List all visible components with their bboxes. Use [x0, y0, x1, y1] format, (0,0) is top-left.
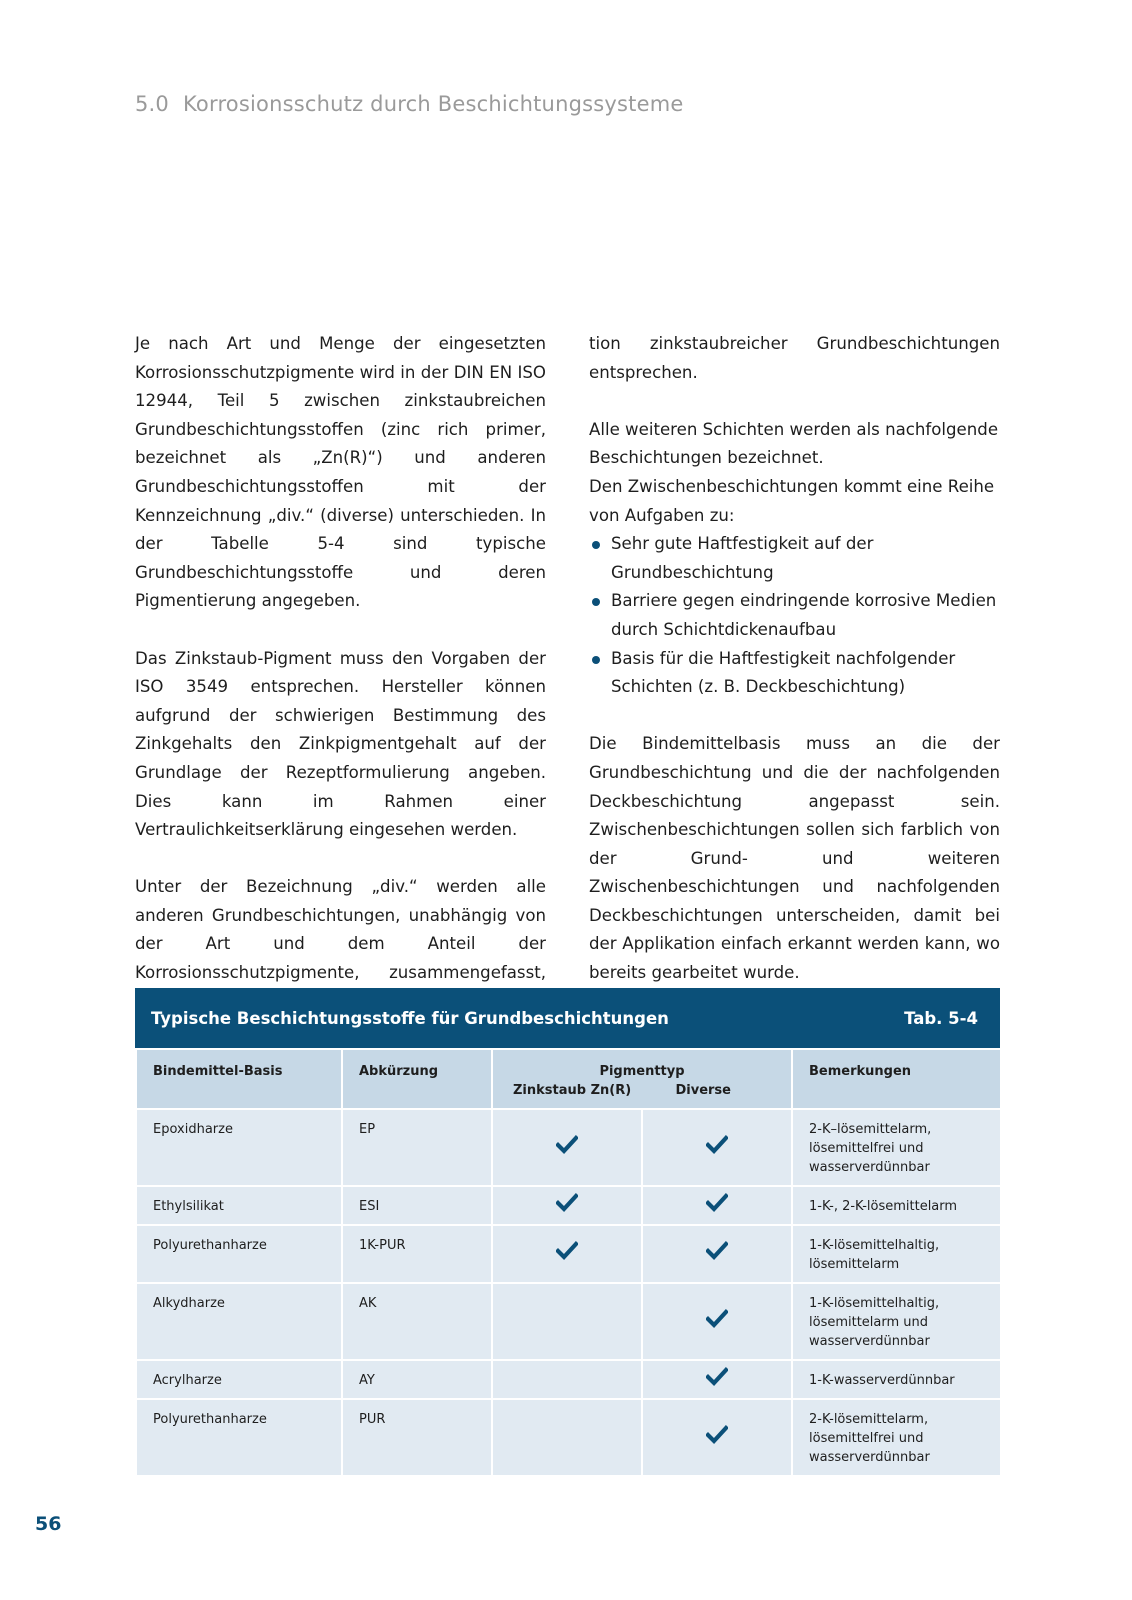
column-header-zinc: Zinkstaub Zn(R): [513, 1083, 632, 1098]
cell-diverse: [642, 1225, 792, 1283]
cell-abbr: AK: [342, 1283, 492, 1360]
table-title-bar: [135, 988, 1000, 1048]
cell-binder: Epoxidharze: [136, 1109, 342, 1186]
cell-binder: Acrylharze: [136, 1360, 342, 1399]
section-heading: [135, 92, 684, 116]
left-text-column: [135, 330, 546, 1045]
cell-diverse: [642, 1283, 792, 1360]
check-icon: [706, 1425, 728, 1445]
check-icon: [706, 1367, 728, 1387]
cell-diverse: [642, 1186, 792, 1225]
page-number: 56: [35, 1513, 62, 1535]
cell-abbr: AY: [342, 1360, 492, 1399]
table-row: [136, 1283, 1001, 1360]
table-title: Typische Beschichtungsstoffe für Grundbeschichtungen: [151, 1008, 669, 1028]
column-header-diverse: Diverse: [675, 1083, 731, 1098]
table-row: [136, 1225, 1001, 1283]
paragraph: Je nach Art und Menge der eingesetzten Korrosionsschutzpigmente wird in der DIN EN ISO 12944, Teil 5 zwischen zinkstaubreichen Grundbeschichtungsstoffen (zinc rich primer, bezeichnet als „Zn(R)“) und anderen Grundbeschichtungsstoffen mit der Kennzeichnung „div.“ (diverse) unterschieden. In der Tabelle 5-4 sind typische Grundbeschichtungsstoffe und deren Pigmentierung angegeben.: [135, 334, 546, 611]
cell-abbr: PUR: [342, 1399, 492, 1476]
cell-diverse: [642, 1109, 792, 1186]
paragraph: Den Zwischenbeschichtungen kommt eine Reihe von Aufgaben zu:: [589, 476, 995, 525]
cell-remarks: 1-K-lösemittelhaltig, lösemittelarm: [792, 1225, 1001, 1283]
check-icon: [556, 1193, 578, 1213]
table-row: [136, 1360, 1001, 1399]
cell-binder: Ethylsilikat: [136, 1186, 342, 1225]
cell-binder: Polyurethanharze: [136, 1225, 342, 1283]
cell-zinc: [492, 1225, 642, 1283]
cell-binder: Alkydharze: [136, 1283, 342, 1360]
cell-binder: Polyurethanharze: [136, 1399, 342, 1476]
pigment-type-label: Pigmenttyp: [599, 1064, 685, 1079]
check-icon: [706, 1193, 728, 1213]
cell-zinc: [492, 1399, 642, 1476]
cell-zinc: [492, 1109, 642, 1186]
bullet-list: [589, 530, 1000, 702]
check-icon: [706, 1135, 728, 1155]
bullet-item: Sehr gute Haftfestigkeit auf der Grundbeschichtung: [589, 530, 1000, 587]
paragraph: tion zinkstaubreicher Grundbeschichtungen entsprechen.: [589, 334, 1000, 382]
section-number: 5.0: [135, 92, 169, 116]
cell-remarks: 2-K-lösemittelarm, lösemittelfrei und wasserverdünnbar: [792, 1399, 1001, 1476]
paragraph: Die Bindemittelbasis muss an die der Grundbeschichtung und die der nachfolgenden Deckbeschichtung angepasst sein. Zwischenbeschichtungen sollen sich farblich von der Grund- und weiteren Zwischenbeschichtungen und nachfolgenden Deckbeschichtungen unterscheiden, damit bei der Applikation einfach erkannt werden kann, wo bereits gearbeitet wurde.: [589, 734, 1000, 983]
cell-remarks: 2-K–lösemittelarm, lösemittelfrei und wasserverdünnbar: [792, 1109, 1001, 1186]
check-icon: [706, 1241, 728, 1261]
paragraph: Alle weiteren Schichten werden als nachfolgende Beschichtungen bezeichnet.: [589, 419, 999, 468]
table-ref: Tab. 5-4: [904, 1008, 978, 1028]
check-icon: [706, 1309, 728, 1329]
bullet-item: Barriere gegen eindringende korrosive Medien durch Schichtdickenaufbau: [589, 587, 1000, 644]
column-header-abbr: Abkürzung: [342, 1049, 492, 1109]
data-table: [135, 1048, 1002, 1477]
column-header-pigment: [492, 1049, 792, 1109]
cell-zinc: [492, 1360, 642, 1399]
coating-table: [135, 988, 1000, 1477]
paragraph: Das Zinkstaub-Pigment muss den Vorgaben der ISO 3549 entsprechen. Hersteller können aufgrund der schwierigen Bestimmung des Zinkgehalts den Zinkpigmentgehalt auf der Grundlage der Rezeptformulierung angeben. Dies kann im Rahmen einer Vertraulichkeitserklärung eingesehen werden.: [135, 648, 546, 840]
paragraph: Unter der Bezeichnung „div.“ werden alle anderen Grundbeschichtungen, unabhängig von der Art und dem Anteil der Korrosionsschutzpigmente, zusammengefasst,: [135, 877, 546, 983]
cell-diverse: [642, 1399, 792, 1476]
column-header-remarks: Bemerkungen: [792, 1049, 1001, 1109]
cell-diverse: [642, 1360, 792, 1399]
check-icon: [556, 1241, 578, 1261]
cell-abbr: ESI: [342, 1186, 492, 1225]
table-row: [136, 1186, 1001, 1225]
cell-abbr: EP: [342, 1109, 492, 1186]
table-row: [136, 1109, 1001, 1186]
table-row: [136, 1399, 1001, 1476]
table-header-row: [136, 1049, 1001, 1109]
cell-abbr: 1K-PUR: [342, 1225, 492, 1283]
cell-remarks: 1-K-, 2-K-lösemittelarm: [792, 1186, 1001, 1225]
column-header-binder: Bindemittel-Basis: [136, 1049, 342, 1109]
bullet-item: Basis für die Haftfestigkeit nachfolgender Schichten (z. B. Deckbeschichtung): [589, 645, 1000, 702]
check-icon: [556, 1135, 578, 1155]
section-title: Korrosionsschutz durch Beschichtungssysteme: [183, 92, 684, 116]
cell-zinc: [492, 1283, 642, 1360]
cell-zinc: [492, 1186, 642, 1225]
cell-remarks: 1-K-wasserverdünnbar: [792, 1360, 1001, 1399]
cell-remarks: 1-K-lösemittelhaltig, lösemittelarm und wasserverdünnbar: [792, 1283, 1001, 1360]
right-text-column: [589, 330, 1000, 1016]
